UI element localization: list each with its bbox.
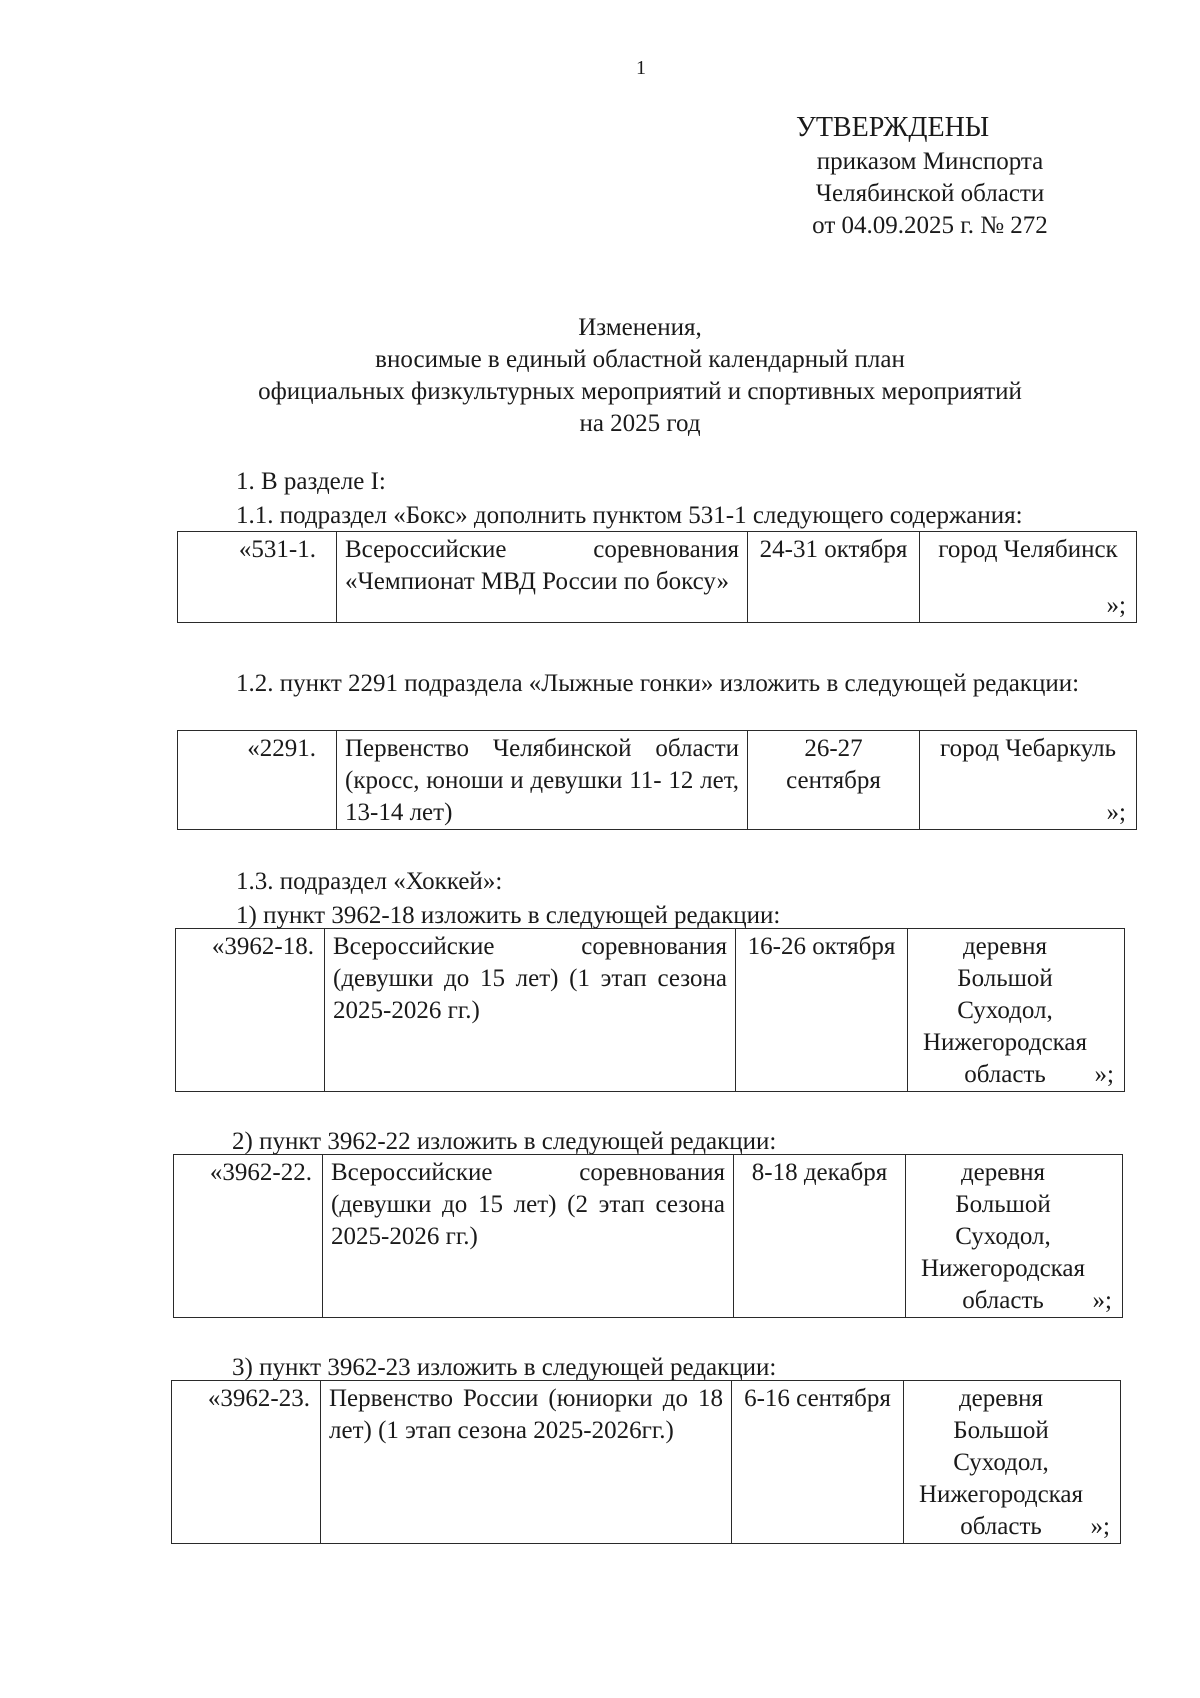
item-number: «2291. xyxy=(178,731,337,830)
title-line-1: Изменения, xyxy=(578,314,702,341)
table-row xyxy=(172,1381,1121,1544)
item-number: «531-1. xyxy=(178,532,337,623)
approval-line-1: приказом Минспорта xyxy=(816,148,1044,175)
title-line-4: на 2025 год xyxy=(579,410,701,437)
item-number: «3962-23. xyxy=(172,1381,321,1544)
table-row xyxy=(178,731,1137,830)
event-place xyxy=(920,532,1137,623)
table-item-2291 xyxy=(177,730,1137,830)
event-place-text: город Чебаркуль xyxy=(939,735,1117,762)
item-1-3-text: 1.3. подраздел «Хоккей»: xyxy=(236,868,503,895)
event-place xyxy=(906,1155,1123,1318)
event-name: Всероссийские соревнования «Чемпионат МВД России по боксу» xyxy=(337,532,748,623)
event-name: Первенство России (юниорки до 18 лет) (1 этап сезона 2025-2026гг.) xyxy=(321,1381,732,1544)
event-place-text: город Челябинск xyxy=(938,536,1118,563)
event-place-text: деревня Большой Суходол, Нижегородская область xyxy=(920,1159,1086,1314)
closing-quote: »; xyxy=(1092,1287,1112,1314)
event-dates: 6-16 сентября xyxy=(732,1381,904,1544)
title-line-3: официальных физкультурных мероприятий и спортивных мероприятий xyxy=(258,378,1022,405)
event-place xyxy=(904,1381,1121,1544)
table-item-531-1 xyxy=(177,531,1137,623)
item-number: «3962-18. xyxy=(176,929,325,1092)
event-place xyxy=(908,929,1125,1092)
title-line-2: вносимые в единый областной календарный план xyxy=(375,346,905,373)
event-dates: 16-26 октября xyxy=(736,929,908,1092)
event-place-text: деревня Большой Суходол, Нижегородская область xyxy=(918,1385,1084,1540)
item-1-2-text: 1.2. пункт 2291 подраздела «Лыжные гонки» изложить в следующей редакции: xyxy=(236,670,1080,697)
closing-quote: »; xyxy=(1106,799,1126,826)
event-place xyxy=(920,731,1137,830)
approval-line-3: от 04.09.2025 г. № 272 xyxy=(812,212,1048,239)
item-number: «3962-22. xyxy=(174,1155,323,1318)
document-title xyxy=(100,312,1180,440)
table-row xyxy=(176,929,1125,1092)
event-dates: 26-27 сентября xyxy=(748,731,920,830)
page-number: 1 xyxy=(636,57,646,79)
table-item-3962-23 xyxy=(171,1380,1121,1544)
approval-line-2: Челябинской области xyxy=(815,180,1045,207)
table-item-3962-22 xyxy=(173,1154,1123,1318)
item-1-1-text: 1.1. подраздел «Бокс» дополнить пунктом 531-1 следующего содержания: xyxy=(236,502,1023,529)
sub-item-1-text: 1) пункт 3962-18 изложить в следующей редакции: xyxy=(236,902,781,929)
sub-item-3-text: 3) пункт 3962-23 изложить в следующей редакции: xyxy=(232,1354,777,1381)
event-name: Всероссийские соревнования (девушки до 15 лет) (2 этап сезона 2025-2026 гг.) xyxy=(323,1155,734,1318)
event-dates: 8-18 декабря xyxy=(734,1155,906,1318)
table-item-3962-18 xyxy=(175,928,1125,1092)
sub-item-2-text: 2) пункт 3962-22 изложить в следующей редакции: xyxy=(232,1128,777,1155)
approval-stamp xyxy=(780,110,1080,242)
approval-heading: УТВЕРЖДЕНЫ xyxy=(796,112,990,143)
event-place-text: деревня Большой Суходол, Нижегородская область xyxy=(922,933,1088,1088)
closing-quote: »; xyxy=(1106,592,1126,619)
event-dates: 24-31 октября xyxy=(748,532,920,623)
table-row xyxy=(178,532,1137,623)
table-row xyxy=(174,1155,1123,1318)
closing-quote: »; xyxy=(1094,1061,1114,1088)
event-name: Всероссийские соревнования (девушки до 15 лет) (1 этап сезона 2025-2026 гг.) xyxy=(325,929,736,1092)
closing-quote: »; xyxy=(1090,1513,1110,1540)
event-name: Первенство Челябинской области (кросс, юноши и девушки 11- 12 лет, 13-14 лет) xyxy=(337,731,748,830)
section-1-heading: 1. В разделе I: xyxy=(236,468,386,495)
